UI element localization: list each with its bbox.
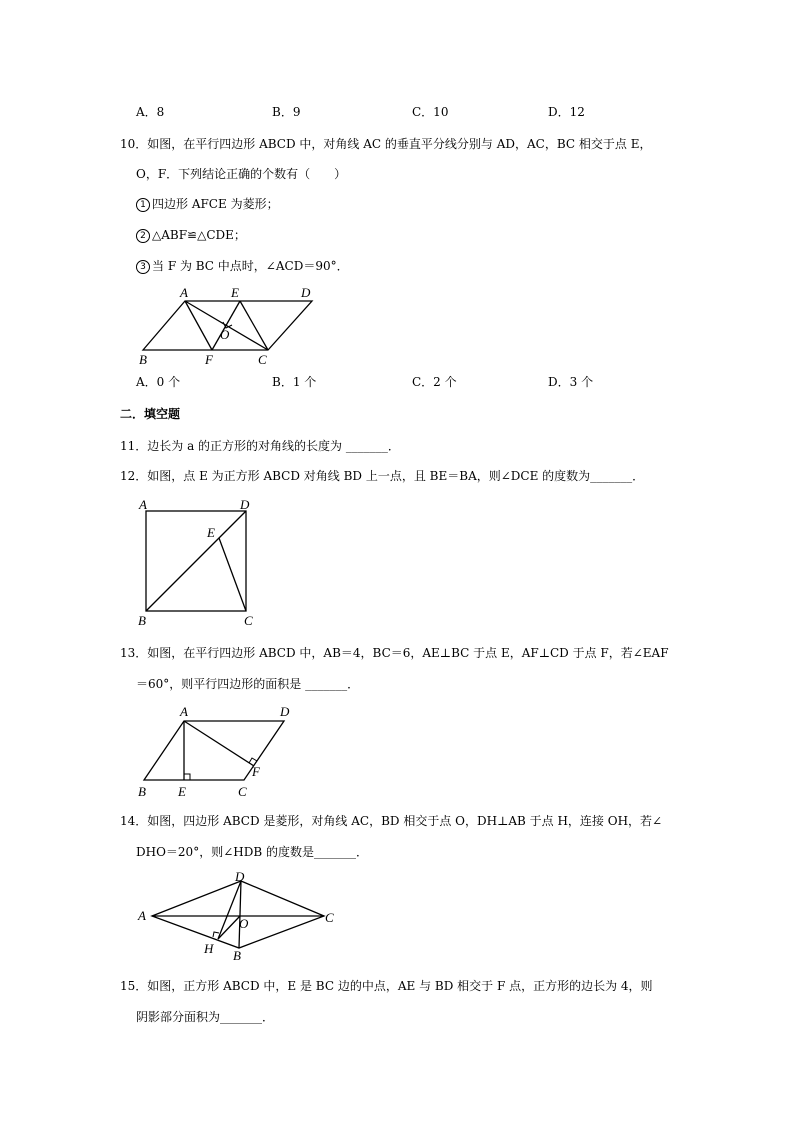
q10-option-d: D．3 个: [548, 375, 594, 389]
q10-figure: [130, 282, 330, 372]
q12-segment-ec: [219, 538, 246, 611]
q10-segment-ef: [212, 301, 240, 350]
circled-number-2: 2: [136, 229, 150, 243]
circled-number-3: 3: [136, 260, 150, 274]
q9-option-c: C．10: [412, 105, 449, 119]
circled-number-1: 1: [136, 198, 150, 212]
q10-label-o: O: [220, 327, 230, 342]
q12-diagonal-bd: [146, 511, 246, 611]
q14-line1: 14．如图，四边形 ABCD 是菱形，对角线 AC，BD 相交于点 O，DH⊥AB 于点 H，连接 OH，若∠: [120, 814, 663, 828]
section-2-title: 二．填空题: [120, 407, 181, 421]
q13-figure: [134, 704, 304, 800]
q10-label-e: E: [231, 285, 239, 300]
q12-label-c: C: [244, 613, 253, 628]
q10-label-a: A: [180, 285, 188, 300]
q14-label-a: A: [138, 908, 146, 923]
q14-figure: [136, 868, 346, 964]
q13-label-e: E: [178, 784, 186, 799]
q10-option-b: B．1 个: [272, 375, 317, 389]
q10-label-b: B: [139, 352, 147, 367]
q10-line1: 10．如图，在平行四边形 ABCD 中，对角线 AC 的垂直平分线分别与 AD，AC，BC 相交于点 E，: [120, 137, 652, 151]
q15-line1: 15．如图，正方形 ABCD 中，E 是 BC 边的中点，AE 与 BD 相交于 F 点，正方形的边长为 4，则: [120, 979, 653, 993]
q14-label-h: H: [204, 941, 214, 956]
q10-conclusion-2: [136, 227, 246, 243]
q14-label-c: C: [325, 910, 334, 925]
q10-conclusion-1: [136, 196, 279, 212]
q10-conclusion-1-text: 四边形 AFCE 为菱形；: [152, 197, 279, 211]
q14-label-o: O: [239, 916, 249, 931]
q13-label-c: C: [238, 784, 247, 799]
q14-diagonal-bd: [239, 881, 241, 948]
q9-option-a: A．8: [136, 105, 165, 119]
q10-conclusion-2-text: △ABF≌△CDE；: [152, 228, 246, 242]
q9-option-b: B．9: [272, 105, 301, 119]
q10-conclusion-3: [136, 258, 349, 274]
q13-label-f: F: [252, 764, 260, 779]
q10-label-c: C: [258, 352, 267, 367]
q13-label-d: D: [280, 704, 290, 719]
q10-label-f: F: [205, 352, 213, 367]
q12-label-b: B: [138, 613, 146, 628]
q13-parallelogram: [144, 721, 284, 780]
q15-line2: 阴影部分面积为_______．: [136, 1010, 275, 1024]
q13-line1: 13．如图，在平行四边形 ABCD 中，AB＝4，BC＝6，AE⊥BC 于点 E，AF⊥CD 于点 F，若∠EAF: [120, 646, 669, 660]
q10-conclusion-3-text: 当 F 为 BC 中点时，∠ACD＝90°．: [152, 259, 349, 273]
q12-label-d: D: [240, 497, 250, 512]
q10-option-a: A．0 个: [136, 375, 181, 389]
q14-rhombus: [152, 881, 324, 948]
q14-segment-oh: [218, 916, 240, 939]
q12-label-e: E: [207, 525, 215, 540]
q10-option-c: C．2 个: [412, 375, 457, 389]
q14-label-b: B: [233, 948, 241, 963]
q9-option-d: D．12: [548, 105, 585, 119]
q13-altitude-af: [184, 721, 254, 766]
q14-label-d: D: [235, 869, 245, 884]
q11-text: 11．边长为 a 的正方形的对角线的长度为 _______．: [120, 439, 400, 453]
q14-altitude-dh: [218, 881, 241, 939]
q12-figure: [134, 496, 264, 628]
q13-right-angle-mark-e: [184, 774, 190, 780]
q10-label-d: D: [301, 285, 311, 300]
q10-segment-ec: [240, 301, 268, 350]
q14-line2: DHO＝20°，则∠HDB 的度数是_______．: [136, 845, 368, 859]
q12-label-a: A: [139, 497, 147, 512]
q13-label-b: B: [138, 784, 146, 799]
q14-right-angle-mark: [213, 932, 219, 937]
q12-text: 12．如图，点 E 为正方形 ABCD 对角线 BD 上一点，且 BE＝BA，则∠DCE 的度数为_______．: [120, 469, 645, 483]
q13-label-a: A: [180, 704, 188, 719]
q13-line2: ＝60°，则平行四边形的面积是 _______．: [136, 677, 360, 691]
q10-line2: O，F．下列结论正确的个数有（ ）: [136, 167, 347, 181]
